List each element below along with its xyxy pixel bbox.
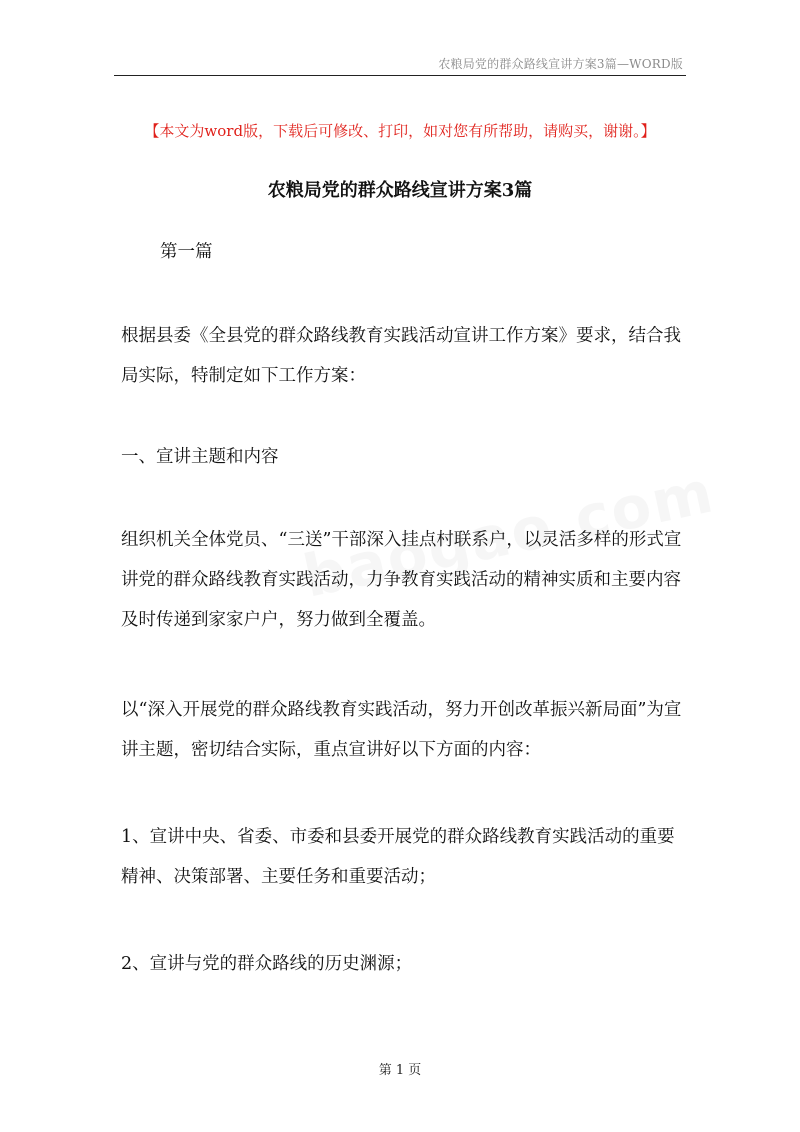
download-notice: 【本文为word版，下载后可修改、打印，如对您有所帮助，请购买，谢谢。】 — [144, 122, 656, 140]
heading-topic-content: 一、宣讲主题和内容 — [121, 447, 279, 467]
paragraph-organization: 组织机关全体党员、“三送”干部深入挂点村联系户，以灵活多样的形式宣讲党的群众路线教育实践活动，力争教育实践活动的精神实质和主要内容及时传递到家家户户，努力做到全覆盖。 — [121, 530, 682, 630]
list-item-1: 1、宣讲中央、省委、市委和县委开展党的群众路线教育实践活动的重要精神、决策部署、主要任务和重要活动； — [121, 827, 675, 887]
running-header: 农粮局党的群众路线宣讲方案3篇—WORD版 — [438, 57, 683, 71]
page-number: 第 1 页 — [378, 1063, 422, 1078]
header-divider — [114, 75, 686, 76]
paragraph-theme: 以“深入开展党的群众路线教育实践活动，努力开创改革振兴新局面”为宣讲主题，密切结合实际，重点宣讲好以下方面的内容： — [121, 700, 682, 760]
section-label: 第一篇 — [160, 242, 213, 262]
paragraph-intro: 根据县委《全县党的群众路线教育实践活动宣讲工作方案》要求，结合我局实际，特制定如下工作方案： — [121, 326, 681, 386]
document-title: 农粮局党的群众路线宣讲方案3篇 — [267, 180, 533, 201]
list-item-2: 2、宣讲与党的群众路线的历史渊源； — [121, 954, 413, 974]
